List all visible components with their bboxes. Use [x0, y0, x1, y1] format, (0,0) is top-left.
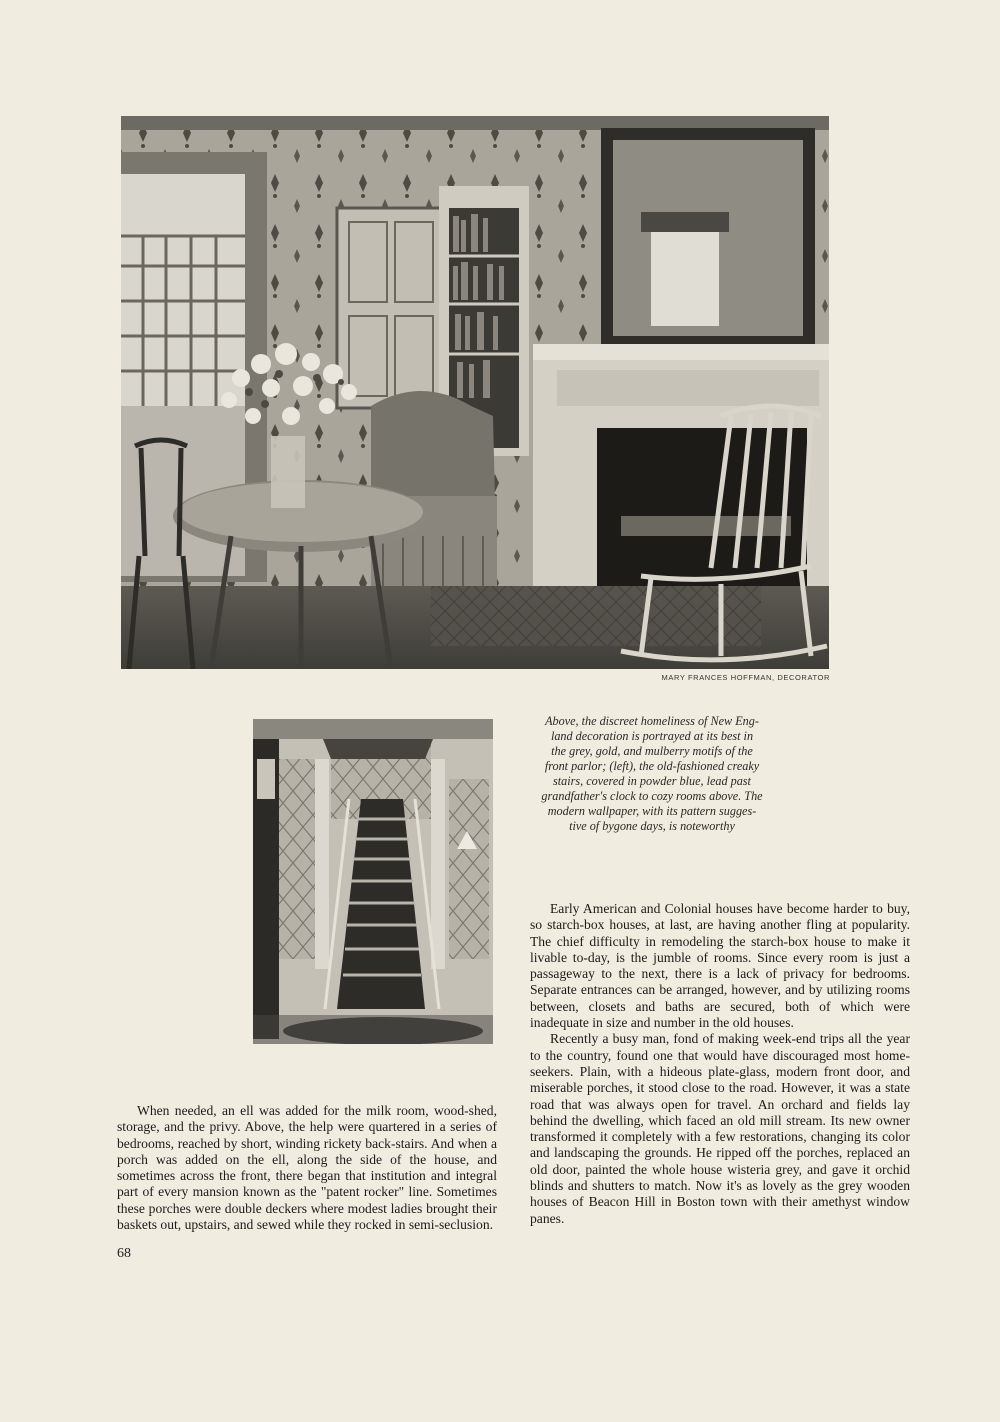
- left-text-column: [117, 1103, 497, 1233]
- right-paragraph-2: Recently a busy man, fond of making week-end trips all the year to the country, found one that would have discouraged most home-seekers. Plain, with a hideous plate-glass, modern front door, and miserable porches, it stood close to the road. However, it was a state road that was always open for travel. An orchard and fields lay behind the dwelling, which faced an old mill stream. Its new owner transformed it completely with a few restorations, changing its color and landscaping the grounds. He ripped off the porches, replaced an old door, painted the whole house wisteria grey, and gave it orchid blinds and shutters to match. Now it's as lovely as the grey wooden houses of Beacon Hill in Boston town with their amethyst window panes.: [530, 1031, 910, 1226]
- left-paragraph-1: When needed, an ell was added for the milk room, wood-shed, storage, and the privy. Above, the help were quartered in a series of bedrooms, reached by short, winding rickety back-stairs. And when a porch was added on the ell, along the side of the house, and sometimes across the front, there began that institution and integral part of every mansion known as the "patent rocker" line. Sometimes these porches were double deckers where modest ladies brought their baskets out, upstairs, and sewed while they rocked in semi-seclusion.: [117, 1103, 497, 1233]
- photo-credit: MARY FRANCES HOFFMAN, DECORATOR: [661, 673, 830, 682]
- right-paragraph-1: Early American and Colonial houses have become harder to buy, so starch-box houses, at last, are having another fling at popularity. The chief difficulty in remodeling the starch-box house to make it livable to-day, is the jumble of rooms. Since every room is just a passageway to the next, there is a lack of privacy for bedrooms. Separate entrances can be arranged, however, and by utilizing rooms between, closets and baths are secured, both of which were inadequate in size and number in the old houses.: [530, 901, 910, 1031]
- right-text-column: [530, 901, 910, 1227]
- stairs-photograph: [253, 719, 493, 1044]
- parlor-photograph: [121, 116, 829, 669]
- page-number: 68: [117, 1246, 131, 1261]
- photo-caption: Above, the discreet homeliness of New Eng- land decoration is portrayed at its best in the grey, gold, and mulberry motifs of the front parlor; (left), the old-fashioned creaky stairs, covered in powder blue, lead past grandfather's clock to cozy rooms above. The modern wallpaper, with its pattern sugges- tive of bygone days, is noteworthy: [541, 714, 763, 833]
